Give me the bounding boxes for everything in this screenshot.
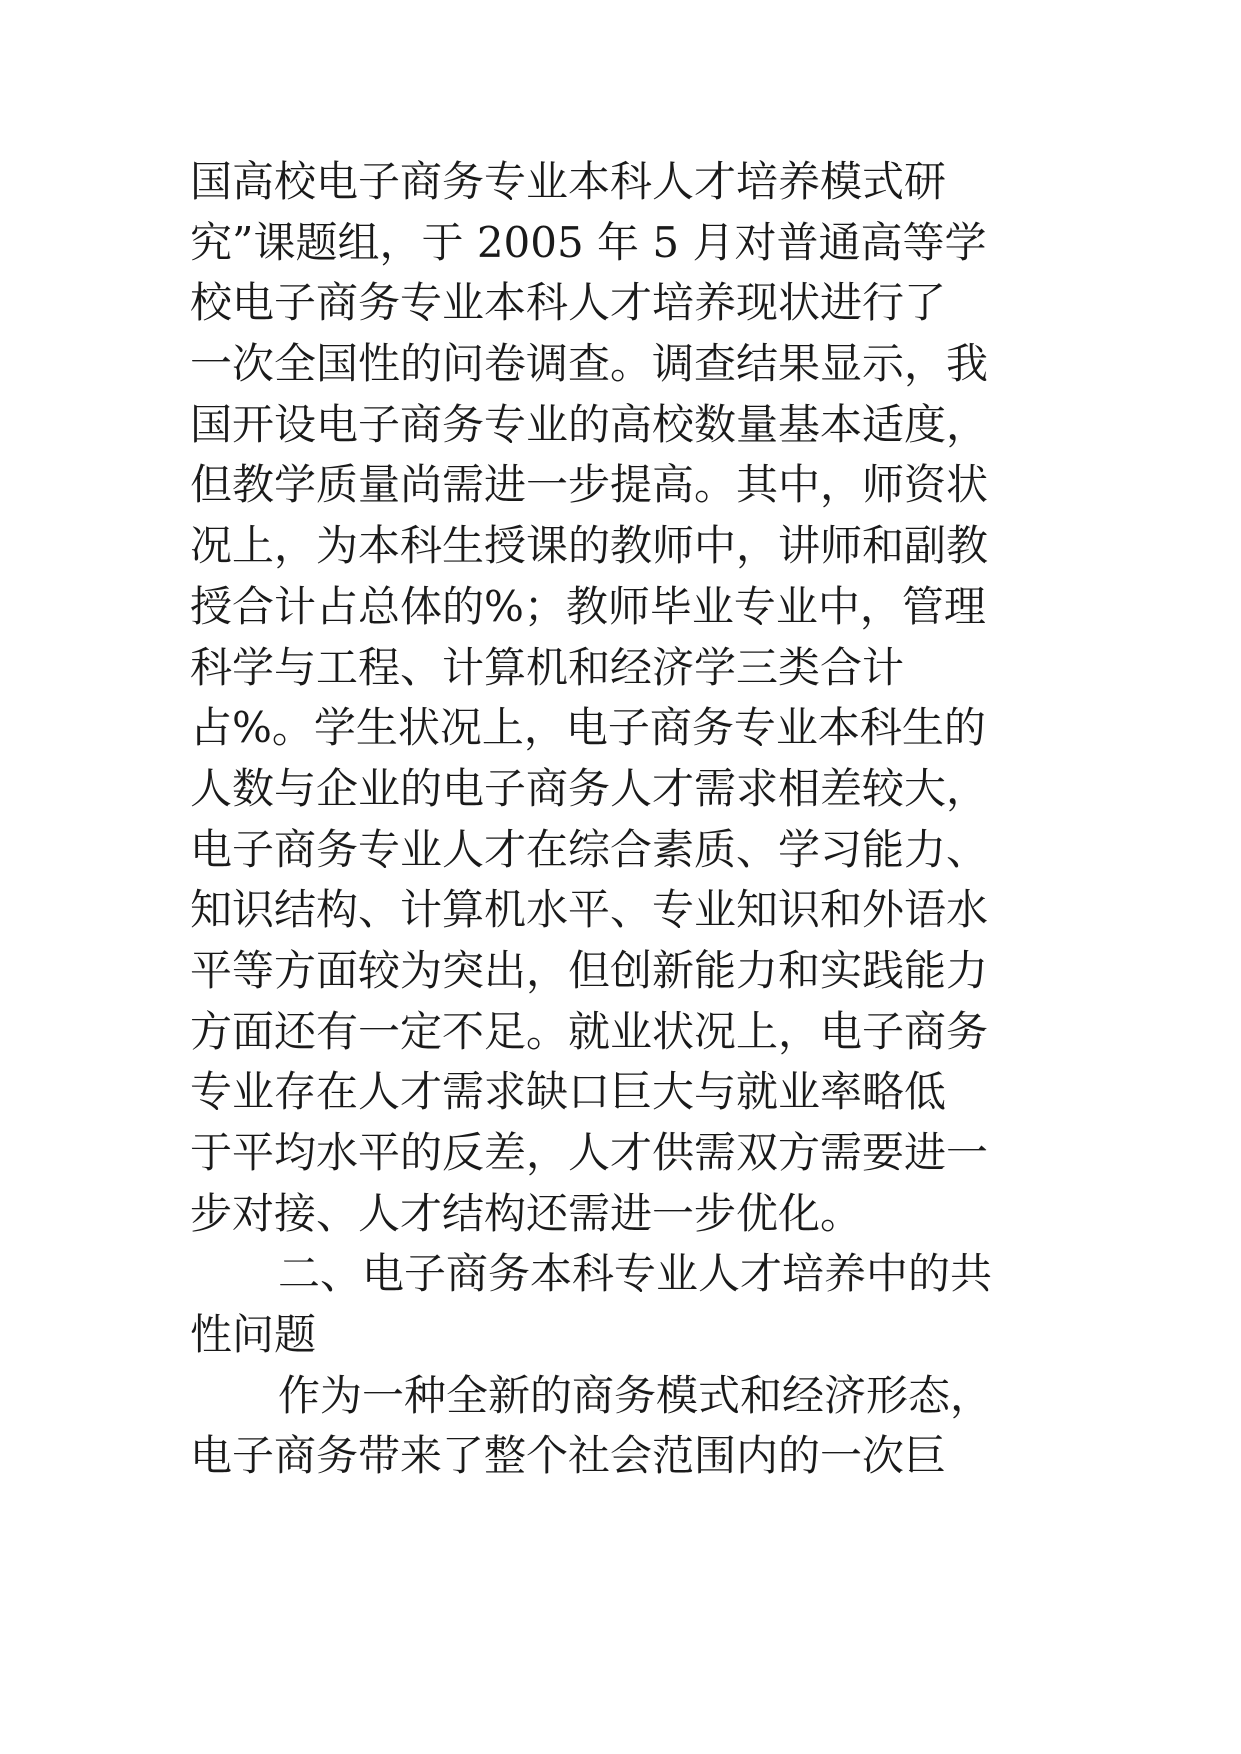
text-line: 校电子商务专业本科人才培养现状进行了 [190,278,947,328]
text-line: 平等方面较为突出，但创新能力和实践能力 [190,945,989,995]
text-line: 于平均水平的反差，人才供需双方需要进一 [190,1128,989,1177]
text-line: 况上，为本科生授课的教师中，讲师和副教 [190,521,989,571]
text-line: 国开设电子商务专业的高校数量基本适度， [190,399,989,449]
text-line: 步对接、人才结构还需进一步优化。 [190,1188,863,1238]
text-line: 人数与企业的电子商务人才需求相差较大， [190,763,989,813]
text-line: 专业存在人才需求缺口巨大与就业率略低 [190,1067,947,1117]
text-line: 究”课题组，于 2005 年 5 月对普通高等学 [190,217,987,267]
text-line: 科学与工程、计算机和经济学三类合计 [190,642,905,692]
body-text [190,152,1090,1487]
text-line: 一次全国性的问卷调查。调查结果显示，我 [190,339,989,389]
text-line: 电子商务专业人才在综合素质、学习能力、 [190,824,989,874]
text-line: 电子商务带来了整个社会范围内的一次巨 [190,1431,947,1481]
text-line: 国高校电子商务专业本科人才培养模式研 [190,157,947,206]
text-line: 占%。学生状况上，电子商务专业本科生的 [190,703,986,753]
text-line: 知识结构、计算机水平、专业知识和外语水 [190,885,989,935]
text-line: 授合计占总体的%；教师毕业专业中，管理 [190,581,986,631]
section-heading-continued: 性问题 [190,1310,317,1360]
text-line: 但教学质量尚需进一步提高。其中，师资状 [190,460,989,510]
text-line: 方面还有一定不足。就业状况上，电子商务 [190,1006,989,1056]
paragraph-start: 作为一种全新的商务模式和经济形态， [278,1370,993,1420]
section-heading: 二、电子商务本科专业人才培养中的共 [278,1249,993,1299]
